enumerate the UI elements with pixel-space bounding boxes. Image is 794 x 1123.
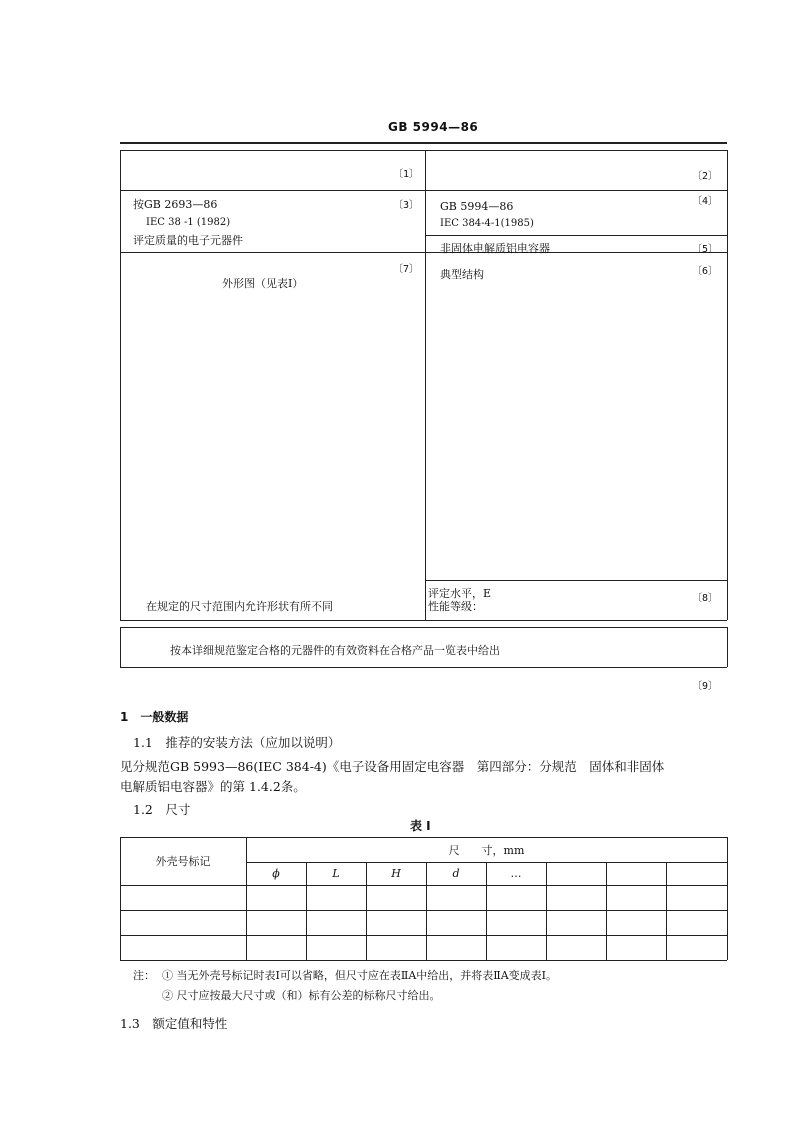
ref-9: 〔9〕 <box>692 681 719 692</box>
section-1-3-heading: 1.3 额定值和特性 <box>120 1016 228 1031</box>
box7-outline-title: 外形图（见表Ⅰ） <box>222 277 304 290</box>
box9-bottom-border <box>120 667 727 668</box>
form-row-divider-1 <box>120 190 727 191</box>
box9-top-border <box>120 627 727 628</box>
section-1-2-heading: 1.2 尺寸 <box>133 802 191 817</box>
form-row-divider-2 <box>120 252 727 253</box>
note-2: ② 尺寸应按最大尺寸或（和）标有公差的标称尺寸给出。 <box>162 989 441 1002</box>
ref-3: 〔3〕 <box>393 200 420 211</box>
section-1-1-heading: 1.1 推荐的安装方法（应加以说明） <box>133 735 341 750</box>
table-right-border <box>727 837 728 960</box>
box4-standard: GB 5994—86 <box>440 200 514 213</box>
table-col-header-phi: ϕ <box>272 867 280 880</box>
form-center-divider <box>425 150 426 620</box>
header-rule <box>120 142 727 144</box>
box8-performance-grade: 性能等级： <box>428 600 483 613</box>
table-row-divider-1 <box>120 910 727 911</box>
ref-1: 〔1〕 <box>393 169 420 180</box>
ref-5: 〔5〕 <box>692 244 719 255</box>
form-row-divider-right-1 <box>425 235 727 236</box>
box9-right-border <box>727 627 728 667</box>
box7-shape-note: 在规定的尺寸范围内允许形状有所不同 <box>146 600 333 613</box>
table-1-title: 表 Ⅰ <box>410 819 431 833</box>
table-col-divider <box>546 862 547 960</box>
document-code: GB 5994—86 <box>388 120 479 134</box>
table-group-header: 尺 寸，mm <box>448 843 525 857</box>
box6-typical-structure: 典型结构 <box>440 268 484 281</box>
table-col-header-l: L <box>332 867 340 880</box>
table-row-header: 外壳号标记 <box>155 855 211 868</box>
box8-assessment-level: 评定水平，E <box>428 587 492 600</box>
table-col-header-more: … <box>510 867 522 880</box>
box9-left-border <box>120 627 121 667</box>
table-row-divider-2 <box>120 935 727 936</box>
form-left-border <box>120 150 121 620</box>
ref-4: 〔4〕 <box>692 196 719 207</box>
table-header-bottom <box>120 885 727 886</box>
table-bottom-border <box>120 960 727 961</box>
form-right-border <box>727 150 728 620</box>
box4-iec: IEC 384-4-1(1985) <box>440 218 534 229</box>
ref-6: 〔6〕 <box>692 266 719 277</box>
box3-iec: IEC 38 -1 (1982) <box>146 217 231 228</box>
box3-standard: 按GB 2693—86 <box>133 198 218 211</box>
note-1: ① 当无外壳号标记时表Ⅰ可以省略，但尺寸应在表ⅡA中给出，并将表ⅡA变成表Ⅰ。 <box>162 969 558 982</box>
ref-8: 〔8〕 <box>692 593 719 604</box>
box5-product-type: 非固体电解质铝电容器 <box>440 242 550 255</box>
form-row-divider-right-2 <box>425 580 727 581</box>
section-1-heading: 1 一般数据 <box>120 710 189 724</box>
section-1-1-text-line2: 电解质铝电容器》的第 1.4.2条。 <box>120 779 306 794</box>
box3-description: 评定质量的电子元器件 <box>133 234 243 247</box>
table-col-divider <box>606 862 607 960</box>
notes-prefix: 注： <box>133 969 155 982</box>
ref-2: 〔2〕 <box>692 171 719 182</box>
form-bottom-border <box>120 620 727 621</box>
section-1-1-text-line1: 见分规范GB 5993—86(IEC 384-4)《电子设备用固定电容器 第四部分：分规范 固体和非固体 <box>120 759 665 774</box>
table-col-header-d: d <box>452 867 460 880</box>
table-col-header-h: H <box>391 867 401 880</box>
ref-7: 〔7〕 <box>393 264 420 275</box>
table-col-divider <box>666 862 667 960</box>
box9-qualified-list-note: 按本详细规范鉴定合格的元器件的有效资料在合格产品一览表中给出 <box>170 644 500 657</box>
form-top-border <box>120 150 727 151</box>
